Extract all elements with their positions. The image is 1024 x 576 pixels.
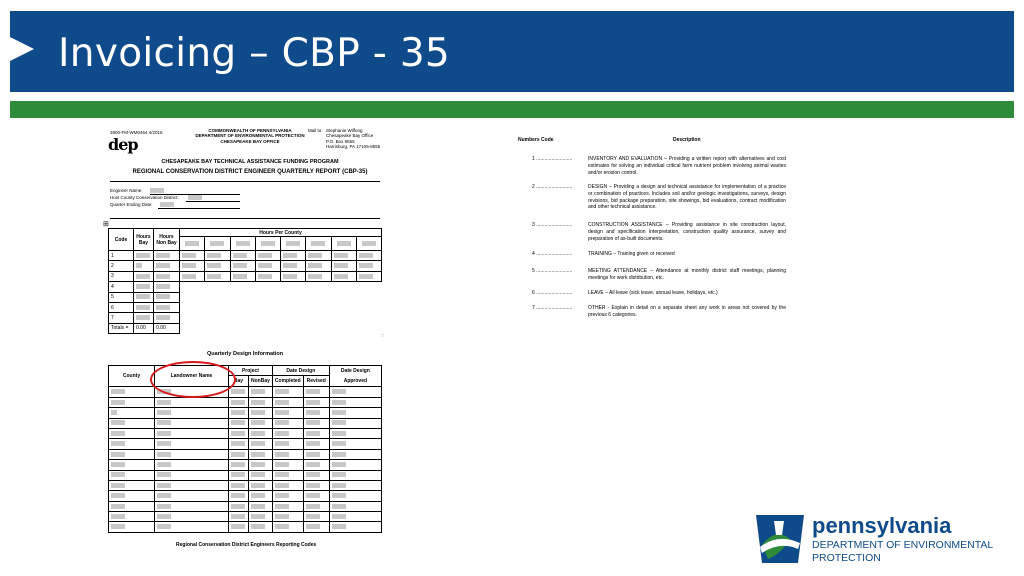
design-value-cell[interactable] xyxy=(249,418,273,428)
landowner-cell[interactable] xyxy=(155,449,229,459)
county-cell[interactable] xyxy=(109,470,155,480)
code-description: TRAINING – Training given or received xyxy=(588,251,675,257)
hours-row xyxy=(109,251,382,261)
design-value-cell[interactable] xyxy=(303,449,329,459)
design-value-cell[interactable] xyxy=(249,460,273,470)
hours-table xyxy=(108,228,382,334)
description-col-header: Description xyxy=(673,137,701,143)
county-hours-cell[interactable] xyxy=(205,271,230,281)
design-value-cell[interactable] xyxy=(329,439,381,449)
hours-nonbay-header: Hours Non Bay xyxy=(154,229,180,251)
design-value-cell[interactable] xyxy=(329,491,381,501)
hours-nonbay-cell[interactable] xyxy=(154,292,180,302)
hours-nonbay-cell[interactable] xyxy=(154,251,180,261)
design-row xyxy=(109,501,382,511)
design-value-cell[interactable] xyxy=(249,491,273,501)
logo-line-2: PROTECTION xyxy=(812,551,881,564)
county-cell[interactable] xyxy=(109,491,155,501)
county-cell[interactable] xyxy=(109,408,155,418)
form-footer: Regional Conservation District Engineers Reporting Codes xyxy=(176,542,317,548)
design-table xyxy=(108,365,382,533)
agency-line: CHESAPEAKE BAY OFFICE xyxy=(220,138,280,144)
report-title: REGIONAL CONSERVATION DISTRICT ENGINEER QUARTERLY REPORT (CBP-35) xyxy=(132,169,368,175)
design-value-cell[interactable] xyxy=(329,501,381,511)
logo-name: pennsylvania xyxy=(812,513,952,538)
code-number: 1 .......................... xyxy=(532,156,573,162)
hours-bay-cell[interactable] xyxy=(134,251,154,261)
design-row xyxy=(109,449,382,459)
design-value-cell[interactable] xyxy=(272,408,303,418)
county-hours-cell[interactable] xyxy=(306,271,331,281)
county-cell[interactable] xyxy=(109,522,155,532)
completed-header: Completed xyxy=(272,376,303,387)
quarter-underline xyxy=(158,208,240,209)
code-cell: 5 xyxy=(109,292,134,302)
totals-label: Totals = xyxy=(109,323,134,333)
hours-row xyxy=(109,302,382,312)
county-column-cell[interactable] xyxy=(281,237,306,251)
design-value-cell[interactable] xyxy=(303,460,329,470)
hours-bay-header: Hours Bay xyxy=(134,229,154,251)
code-cell: 3 xyxy=(109,271,134,281)
hours-header-row xyxy=(109,229,382,237)
address-line: Harrisburg, PA 17105-8555 xyxy=(326,144,381,150)
design-value-cell[interactable] xyxy=(249,522,273,532)
design-value-cell[interactable] xyxy=(249,470,273,480)
county-hours-cell[interactable] xyxy=(281,251,306,261)
landowner-cell[interactable] xyxy=(155,491,229,501)
county-hours-cell[interactable] xyxy=(180,261,205,271)
design-value-cell[interactable] xyxy=(272,512,303,522)
address-line: Stephanie Wilfong xyxy=(326,128,363,133)
hours-row xyxy=(109,292,382,302)
design-value-cell[interactable] xyxy=(249,428,273,438)
code-cell: 7 xyxy=(109,313,134,323)
design-value-cell[interactable] xyxy=(249,387,273,397)
hours-bay-cell[interactable] xyxy=(134,313,154,323)
nonbay-header: NonBay xyxy=(249,376,273,387)
design-value-cell[interactable] xyxy=(229,397,249,407)
design-row xyxy=(109,418,382,428)
design-row xyxy=(109,439,382,449)
design-value-cell[interactable] xyxy=(329,512,381,522)
agency-line: COMMONWEALTH OF PENNSYLVANIA xyxy=(208,128,292,133)
design-value-cell[interactable] xyxy=(249,480,273,490)
design-row xyxy=(109,491,382,501)
county-cell[interactable] xyxy=(109,397,155,407)
hours-per-county-header: Hours Per County xyxy=(180,229,382,237)
code-number: 4 .......................... xyxy=(532,251,573,257)
landowner-cell[interactable] xyxy=(155,428,229,438)
quarter-label: Quarter Ending Date: xyxy=(110,202,153,207)
design-value-cell[interactable] xyxy=(303,512,329,522)
landowner-cell[interactable] xyxy=(155,501,229,511)
design-value-cell[interactable] xyxy=(329,522,381,532)
empty-cell xyxy=(180,302,382,312)
landowner-cell[interactable] xyxy=(155,512,229,522)
chevron-right-icon xyxy=(10,37,34,61)
logo-line-1: DEPARTMENT OF ENVIRONMENTAL xyxy=(812,539,994,551)
design-value-cell[interactable] xyxy=(249,439,273,449)
hours-nonbay-cell[interactable] xyxy=(154,313,180,323)
code-cell: 4 xyxy=(109,282,134,292)
engineer-field[interactable] xyxy=(150,188,164,193)
design-value-cell[interactable] xyxy=(229,408,249,418)
code-description: MEETING ATTENDANCE – Attendance at monthly district staff meetings, planning meetings for work distribution, etc. xyxy=(588,268,786,281)
design-value-cell[interactable] xyxy=(303,439,329,449)
county-header: County xyxy=(109,366,155,387)
county-hours-cell[interactable] xyxy=(306,251,331,261)
county-hours-cell[interactable] xyxy=(205,251,230,261)
design-value-cell[interactable] xyxy=(229,470,249,480)
design-value-cell[interactable] xyxy=(329,397,381,407)
design-value-cell[interactable] xyxy=(303,480,329,490)
empty-cell xyxy=(180,323,382,333)
code-description: OTHER - Explain in detail on a separate sheet any work in areas not covered by the previous 6 categories. xyxy=(588,305,786,318)
design-value-cell[interactable] xyxy=(303,418,329,428)
hours-nonbay-cell[interactable] xyxy=(154,271,180,281)
design-value-cell[interactable] xyxy=(303,408,329,418)
design-value-cell[interactable] xyxy=(303,491,329,501)
design-value-cell[interactable] xyxy=(272,491,303,501)
mail-to-label: Mail to: xyxy=(308,128,323,133)
address-line: Chesapeake Bay Office xyxy=(326,133,374,139)
county-column-cell[interactable] xyxy=(255,237,280,251)
design-row xyxy=(109,512,382,522)
county-cell[interactable] xyxy=(109,501,155,511)
design-row xyxy=(109,480,382,490)
county-hours-cell[interactable] xyxy=(356,271,381,281)
landowner-cell[interactable] xyxy=(155,522,229,532)
county-hours-cell[interactable] xyxy=(230,261,255,271)
county-cell[interactable] xyxy=(109,460,155,470)
hours-row xyxy=(109,271,382,281)
landowner-header: Landowner Name xyxy=(155,366,229,387)
design-section-title: Quarterly Design Information xyxy=(207,351,284,357)
code-number: 3 .......................... xyxy=(532,222,573,228)
code-cell: 6 xyxy=(109,302,134,312)
hours-bay-cell[interactable] xyxy=(134,302,154,312)
county-cell[interactable] xyxy=(109,439,155,449)
county-cell[interactable] xyxy=(109,387,155,397)
county-cell[interactable] xyxy=(109,512,155,522)
design-value-cell[interactable] xyxy=(229,439,249,449)
code-description: CONSTRUCTION ASSISTANCE – Providing assistance in site construction layout, design and specification interpretation, construction quality assurance, survey and preparation of as-built documents. xyxy=(588,222,786,242)
approved-header: Approved xyxy=(329,376,381,387)
hours-row xyxy=(109,261,382,271)
green-accent-bar xyxy=(10,101,1014,118)
county-column-cell[interactable] xyxy=(331,237,356,251)
design-value-cell[interactable] xyxy=(329,460,381,470)
hours-bay-cell[interactable] xyxy=(134,261,154,271)
design-value-cell[interactable] xyxy=(329,418,381,428)
design-value-cell[interactable] xyxy=(229,512,249,522)
county-column-cell[interactable] xyxy=(230,237,255,251)
design-value-cell[interactable] xyxy=(249,408,273,418)
county-hours-cell[interactable] xyxy=(180,251,205,261)
county-column-cell[interactable] xyxy=(180,237,205,251)
agency-line: DEPARTMENT OF ENVIRONMENTAL PROTECTION xyxy=(195,133,305,139)
design-value-cell[interactable] xyxy=(272,449,303,459)
county-hours-cell[interactable] xyxy=(331,261,356,271)
county-hours-cell[interactable] xyxy=(205,261,230,271)
design-value-cell[interactable] xyxy=(272,470,303,480)
date-design-approved-group-header: Date Design xyxy=(329,366,381,376)
design-group-header-row xyxy=(109,366,382,376)
move-handle-icon[interactable]: ⊞ xyxy=(103,221,109,228)
county-cell[interactable] xyxy=(109,428,155,438)
county-column-cell[interactable] xyxy=(306,237,331,251)
code-number: 2 .......................... xyxy=(532,184,573,190)
county-hours-cell[interactable] xyxy=(255,251,280,261)
code-number: 7 .......................... xyxy=(532,305,573,311)
agency-block xyxy=(190,128,310,144)
pa-dep-logo xyxy=(754,513,999,565)
code-description: LEAVE – All leave (sick leave, annual leave, holidays, etc.) xyxy=(588,290,718,296)
design-value-cell[interactable] xyxy=(229,460,249,470)
design-value-cell[interactable] xyxy=(249,512,273,522)
hours-bay-cell[interactable] xyxy=(134,282,154,292)
design-value-cell[interactable] xyxy=(229,387,249,397)
design-value-cell[interactable] xyxy=(229,491,249,501)
address-line: P.O. Box 8555 xyxy=(326,138,355,144)
county-hours-cell[interactable] xyxy=(331,271,356,281)
design-value-cell[interactable] xyxy=(272,387,303,397)
design-value-cell[interactable] xyxy=(329,480,381,490)
county-hours-cell[interactable] xyxy=(356,251,381,261)
title-banner xyxy=(10,11,1014,92)
design-value-cell[interactable] xyxy=(249,501,273,511)
empty-cell xyxy=(180,313,382,323)
design-value-cell[interactable] xyxy=(272,460,303,470)
host-district-field[interactable] xyxy=(188,195,202,200)
county-hours-cell[interactable] xyxy=(255,261,280,271)
design-value-cell[interactable] xyxy=(303,387,329,397)
landowner-cell[interactable] xyxy=(155,439,229,449)
keystone-icon xyxy=(754,513,806,565)
county-hours-cell[interactable] xyxy=(230,271,255,281)
county-column-cell[interactable] xyxy=(205,237,230,251)
design-value-cell[interactable] xyxy=(329,387,381,397)
design-value-cell[interactable] xyxy=(272,428,303,438)
logo-subtitle xyxy=(812,539,993,564)
design-row xyxy=(109,460,382,470)
program-title: CHESAPEAKE BAY TECHNICAL ASSISTANCE FUNDING PROGRAM xyxy=(161,159,339,165)
code-cell: 2 xyxy=(109,261,134,271)
codes-col-header: Numbers Code xyxy=(518,137,554,143)
mail-to-address xyxy=(326,128,380,150)
hours-nonbay-cell[interactable] xyxy=(154,282,180,292)
design-value-cell[interactable] xyxy=(303,522,329,532)
design-value-cell[interactable] xyxy=(272,522,303,532)
landowner-cell[interactable] xyxy=(155,460,229,470)
design-value-cell[interactable] xyxy=(303,428,329,438)
dep-logo: dep xyxy=(108,135,138,154)
county-hours-cell[interactable] xyxy=(255,271,280,281)
highlight-circle xyxy=(150,361,236,398)
design-value-cell[interactable] xyxy=(329,470,381,480)
design-value-cell[interactable] xyxy=(229,449,249,459)
landowner-cell[interactable] xyxy=(155,470,229,480)
design-value-cell[interactable] xyxy=(249,449,273,459)
design-value-cell[interactable] xyxy=(329,408,381,418)
totals-row xyxy=(109,323,382,333)
design-value-cell[interactable] xyxy=(229,428,249,438)
totals-nonbay: 0.00 xyxy=(154,323,180,333)
county-hours-cell[interactable] xyxy=(281,271,306,281)
small-square-icon: □ xyxy=(381,333,384,338)
design-value-cell[interactable] xyxy=(229,501,249,511)
county-cell[interactable] xyxy=(109,418,155,428)
code-header: Code xyxy=(109,229,134,251)
design-value-cell[interactable] xyxy=(249,397,273,407)
quarter-field[interactable] xyxy=(160,202,174,207)
date-design-group-header: Date Design xyxy=(272,366,329,376)
design-value-cell[interactable] xyxy=(229,522,249,532)
county-hours-cell[interactable] xyxy=(180,271,205,281)
section-rule xyxy=(110,218,380,219)
landowner-cell[interactable] xyxy=(155,480,229,490)
project-group-header: Project xyxy=(229,366,273,376)
county-hours-cell[interactable] xyxy=(281,261,306,271)
host-district-label: Host County Conservation District: xyxy=(110,195,179,200)
hours-bay-cell[interactable] xyxy=(134,271,154,281)
empty-cell xyxy=(180,292,382,302)
form-number: 3900-FM-WM0464 4/2016 xyxy=(110,130,163,135)
code-cell: 1 xyxy=(109,251,134,261)
landowner-cell[interactable] xyxy=(155,418,229,428)
design-value-cell[interactable] xyxy=(272,397,303,407)
totals-bay: 0.00 xyxy=(134,323,154,333)
hours-nonbay-cell[interactable] xyxy=(154,261,180,271)
design-value-cell[interactable] xyxy=(229,480,249,490)
design-row xyxy=(109,470,382,480)
slide-title: Invoicing – CBP - 35 xyxy=(58,31,451,76)
bay-header: Bay xyxy=(229,376,249,387)
host-underline xyxy=(186,201,240,202)
revised-header: Revised xyxy=(303,376,329,387)
code-description: INVENTORY AND EVALUATION – Providing a written report with alternatives and cost estimates for solving an individual critical farm nutrient problem involving animal wastes and/or erosion control. xyxy=(588,156,786,176)
landowner-cell[interactable] xyxy=(155,408,229,418)
hours-bay-cell[interactable] xyxy=(134,292,154,302)
county-hours-cell[interactable] xyxy=(331,251,356,261)
code-description: DESIGN – Providing a design and technical assistance for implementation of a practice or combination of practices. Includes soil and/or geologic investigations, surveys, design revisions, bid package preparation, site showings, bid evaluations, contract modification and other technical assistance. xyxy=(588,184,786,211)
design-row xyxy=(109,408,382,418)
design-value-cell[interactable] xyxy=(272,501,303,511)
county-hours-cell[interactable] xyxy=(306,261,331,271)
county-hours-cell[interactable] xyxy=(230,251,255,261)
landowner-cell[interactable] xyxy=(155,397,229,407)
empty-cell xyxy=(180,282,382,292)
hours-row xyxy=(109,282,382,292)
code-number: 5 .......................... xyxy=(532,268,573,274)
design-value-cell[interactable] xyxy=(272,480,303,490)
design-value-cell[interactable] xyxy=(229,418,249,428)
design-value-cell[interactable] xyxy=(303,501,329,511)
design-value-cell[interactable] xyxy=(329,449,381,459)
title-rule xyxy=(110,181,380,182)
county-column-cell[interactable] xyxy=(356,237,381,251)
engineer-label: Engineer Name: xyxy=(110,188,143,193)
county-hours-cell[interactable] xyxy=(356,261,381,271)
design-row xyxy=(109,387,382,397)
hours-nonbay-cell[interactable] xyxy=(154,302,180,312)
county-cell[interactable] xyxy=(109,449,155,459)
hours-row xyxy=(109,313,382,323)
county-cell[interactable] xyxy=(109,480,155,490)
code-number: 6 .......................... xyxy=(532,290,573,296)
design-value-cell[interactable] xyxy=(329,428,381,438)
design-value-cell[interactable] xyxy=(272,418,303,428)
form-header xyxy=(110,128,390,182)
design-row xyxy=(109,522,382,532)
design-value-cell[interactable] xyxy=(272,439,303,449)
design-value-cell[interactable] xyxy=(303,470,329,480)
design-value-cell[interactable] xyxy=(303,397,329,407)
design-row xyxy=(109,428,382,438)
design-row xyxy=(109,397,382,407)
